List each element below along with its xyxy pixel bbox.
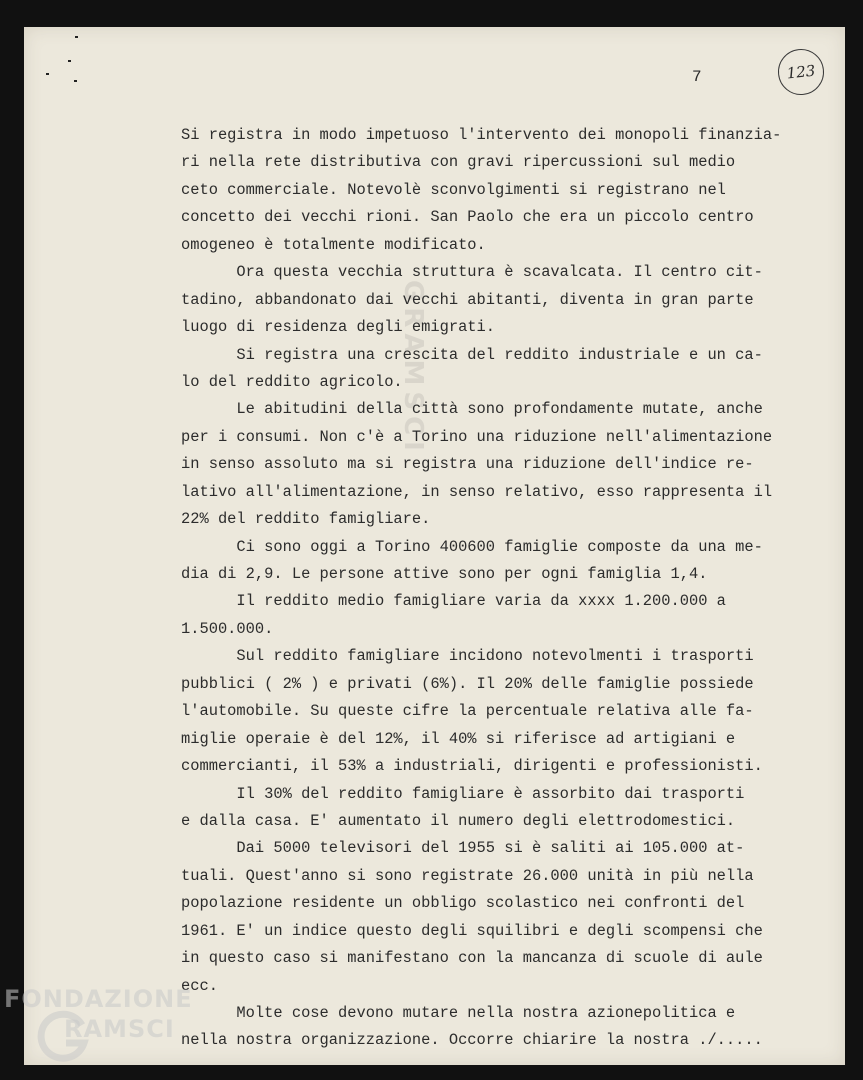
text-line: Le abitudini della città sono profondamente mutate, anche [181, 400, 763, 419]
text-line: omogeneo è totalmente modificato. [181, 235, 486, 254]
typewritten-text [181, 122, 821, 1055]
text-line: ceto commerciale. Notevolè sconvolgimenti si registrano nel [181, 180, 726, 199]
text-line: ri nella rete distributiva con gravi ripercussioni sul medio [181, 153, 736, 172]
text-line: per i consumi. Non c'è a Torino una riduzione nell'alimentazione [181, 427, 773, 446]
fondazione-gramsci-watermark [4, 985, 224, 1065]
text-line: commercianti, il 53% a industriali, dirigenti e professionisti. [181, 757, 763, 776]
text-line: 1961. E' un indice questo degli squilibri e degli scompensi che [181, 921, 763, 940]
text-line: Molte cose devono mutare nella nostra azionepolitica e [181, 1004, 736, 1022]
folio-number: 123 [785, 61, 817, 83]
text-line: Sul reddito famigliare incidono notevolmenti i trasporti [181, 647, 754, 666]
margin-mark [46, 73, 49, 75]
text-line: lativo all'alimentazione, in senso relativo, esso rappresenta il [181, 482, 773, 501]
text-line: ecc. [181, 976, 218, 995]
text-line: dia di 2,9. Le persone attive sono per ogni famiglia 1,4. [181, 565, 708, 583]
text-line: Si registra in modo impetuoso l'intervento dei monopoli finanzia- [181, 126, 782, 144]
text-line: Il 30% del reddito famigliare è assorbito dai trasporti [181, 784, 745, 803]
text-line: Dai 5000 televisori del 1955 si è saliti ai 105.000 at- [181, 839, 745, 858]
text-line: in senso assoluto ma si registra una riduzione dell'indice re- [181, 455, 754, 474]
text-line: concetto dei vecchi rioni. San Paolo che era un piccolo centro [181, 208, 754, 227]
text-line: pubblici ( 2% ) e privati (6%). Il 20% delle famiglie possiede [181, 674, 754, 693]
text-line: Ora questa vecchia struttura è scavalcata. Il centro cit- [181, 263, 763, 282]
page-number: 7 [692, 68, 702, 86]
archive-stamp: GRAMSCI [398, 280, 428, 457]
margin-mark [75, 36, 78, 38]
text-line: e dalla casa. E' aumentato il numero degli elettrodomestici. [181, 811, 736, 830]
text-line: 22% del reddito famigliare. [181, 510, 431, 529]
watermark-line-1: FONDAZIONE [4, 985, 193, 1013]
text-line: Si registra una crescita del reddito industriale e un ca- [181, 345, 763, 364]
margin-mark [68, 60, 71, 62]
text-line: l'automobile. Su queste cifre la percentuale relativa alle fa- [181, 702, 754, 721]
text-line: tuali. Quest'anno si sono registrate 26.000 unità in più nella [181, 866, 754, 885]
text-line: nella nostra organizzazione. Occorre chiarire la nostra ./..... [181, 1031, 763, 1050]
text-line: lo del reddito agricolo. [181, 372, 403, 391]
margin-mark [74, 80, 77, 82]
text-line: miglie operaie è del 12%, il 40% si riferisce ad artigiani e [181, 729, 736, 748]
text-line: Ci sono oggi a Torino 400600 famiglie composte da una me- [181, 537, 763, 556]
text-line: in questo caso si manifestano con la mancanza di scuole di aule [181, 949, 763, 968]
text-line: 1.500.000. [181, 619, 274, 638]
text-line: Il reddito medio famigliare varia da xxxx 1.200.000 a [181, 592, 726, 611]
text-line: tadino, abbandonato dai vecchi abitanti, diventa in gran parte [181, 290, 754, 309]
watermark-line-2: RAMSCI [64, 1015, 175, 1043]
text-line: luogo di residenza degli emigrati. [181, 318, 496, 337]
text-line: popolazione residente un obbligo scolastico nei confronti del [181, 894, 745, 913]
